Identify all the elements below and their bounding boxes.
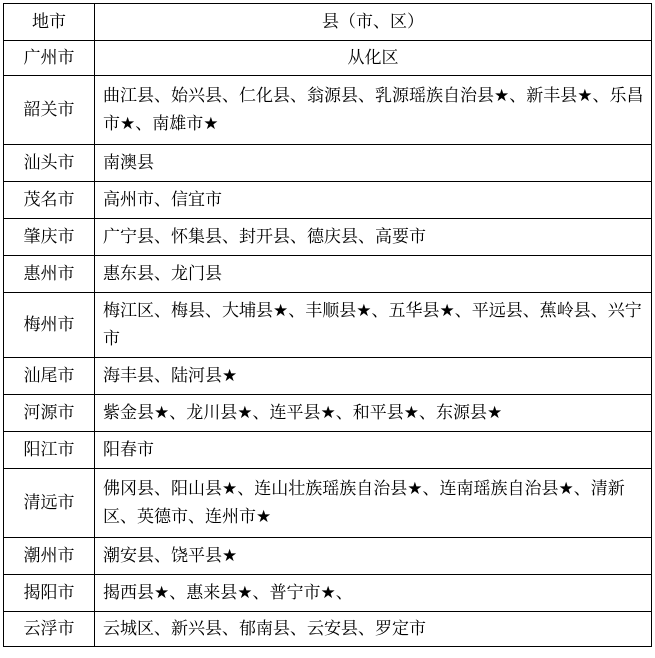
counties-cell: 佛冈县、阳山县★、连山壮族瑶族自治县★、连南瑶族自治县★、清新区、英德市、连州市★ <box>95 469 652 538</box>
counties-cell: 从化区 <box>95 41 652 76</box>
county-table <box>3 3 652 647</box>
table-row <box>4 432 652 469</box>
table-row <box>4 575 652 612</box>
city-cell: 梅州市 <box>4 293 95 358</box>
table-row <box>4 256 652 293</box>
city-cell: 茂名市 <box>4 182 95 219</box>
counties-cell: 云城区、新兴县、郁南县、云安县、罗定市 <box>95 612 652 647</box>
city-cell: 惠州市 <box>4 256 95 293</box>
table-header-row <box>4 4 652 41</box>
table-row <box>4 293 652 358</box>
table-row <box>4 76 652 145</box>
city-cell: 肇庆市 <box>4 219 95 256</box>
table-row <box>4 395 652 432</box>
counties-cell: 广宁县、怀集县、封开县、德庆县、高要市 <box>95 219 652 256</box>
table-row <box>4 469 652 538</box>
counties-cell: 潮安县、饶平县★ <box>95 538 652 575</box>
table-row <box>4 41 652 76</box>
city-cell: 汕头市 <box>4 145 95 182</box>
city-cell: 潮州市 <box>4 538 95 575</box>
counties-cell: 阳春市 <box>95 432 652 469</box>
counties-cell: 揭西县★、惠来县★、普宁市★、 <box>95 575 652 612</box>
city-cell: 清远市 <box>4 469 95 538</box>
table-row <box>4 219 652 256</box>
city-cell: 韶关市 <box>4 76 95 145</box>
counties-cell: 高州市、信宜市 <box>95 182 652 219</box>
counties-cell: 惠东县、龙门县 <box>95 256 652 293</box>
counties-cell: 梅江区、梅县、大埔县★、丰顺县★、五华县★、平远县、蕉岭县、兴宁市 <box>95 293 652 358</box>
city-cell: 揭阳市 <box>4 575 95 612</box>
table-row <box>4 182 652 219</box>
table-row <box>4 358 652 395</box>
header-counties: 县（市、区） <box>95 4 652 41</box>
counties-cell: 曲江县、始兴县、仁化县、翁源县、乳源瑶族自治县★、新丰县★、乐昌市★、南雄市★ <box>95 76 652 145</box>
city-cell: 河源市 <box>4 395 95 432</box>
counties-cell: 海丰县、陆河县★ <box>95 358 652 395</box>
city-cell: 阳江市 <box>4 432 95 469</box>
header-city: 地市 <box>4 4 95 41</box>
city-cell: 云浮市 <box>4 612 95 647</box>
counties-cell: 南澳县 <box>95 145 652 182</box>
counties-cell: 紫金县★、龙川县★、连平县★、和平县★、东源县★ <box>95 395 652 432</box>
table-row <box>4 612 652 647</box>
city-cell: 广州市 <box>4 41 95 76</box>
table-row <box>4 538 652 575</box>
city-cell: 汕尾市 <box>4 358 95 395</box>
table-row <box>4 145 652 182</box>
